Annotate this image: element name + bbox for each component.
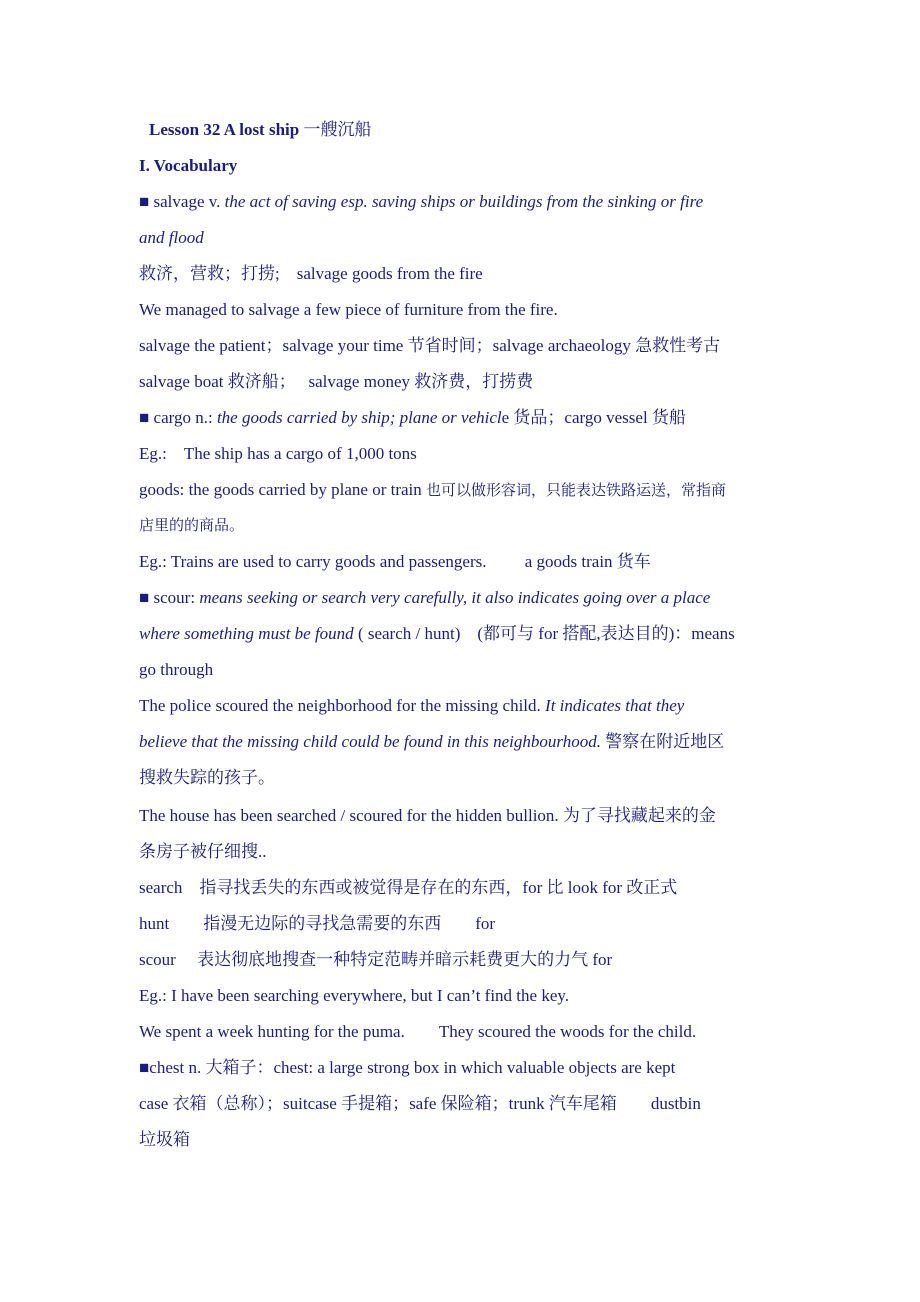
title-en: Lesson 32 A lost ship <box>149 120 300 139</box>
definition: the goods carried by ship; plane or vehicl <box>216 408 502 427</box>
text-line: salvage the patient；salvage your time 节省时间；salvage archaeology 急救性考古 <box>139 336 721 355</box>
term-cargo: ■ cargo n.: <box>139 408 217 427</box>
text-line <box>139 184 703 220</box>
definition: where something must be found <box>139 624 354 643</box>
explanation: believe that the missing child could be found in this neighbourhood. <box>139 732 601 751</box>
text-line <box>139 472 726 508</box>
term-goods: goods: the goods carried by plane or train <box>139 480 427 499</box>
example: The police scoured the neighborhood for the missing child. <box>139 696 546 715</box>
text-line: 垃圾箱 <box>139 1130 190 1149</box>
text-line: The house has been searched / scoured for the hidden bullion. 为了寻找藏起来的金 <box>139 806 716 825</box>
title-cn: 一艘沉船 <box>303 120 372 139</box>
text-line <box>139 616 735 652</box>
text-line: case 衣箱（总称）；suitcase 手提箱；safe 保险箱；trunk 汽车尾箱 dustbin <box>139 1094 701 1113</box>
text-line: We spent a week hunting for the puma. They scoured the woods for the child. <box>139 1022 697 1041</box>
section-heading: I. Vocabulary <box>139 156 238 175</box>
text-span: ( search / hunt) (都可与 for 搭配,表达目的)：means <box>353 624 735 643</box>
text-line: go through <box>139 660 214 679</box>
text-line: 店里的的商品。 <box>139 518 245 534</box>
text-line: Eg.: Trains are used to carry goods and passengers. a goods train 货车 <box>139 552 651 571</box>
text-line <box>139 724 724 760</box>
text-span: 也可以做形容词，只能表达铁路运送，常指商 <box>426 483 727 499</box>
text-line <box>139 688 684 724</box>
lesson-title <box>149 112 371 148</box>
text-line: search 指寻找丢失的东西或被觉得是存在的东西，for 比 look for 改正式 <box>139 878 678 897</box>
definition: means seeking or search very carefully, it also indicates going over a place <box>199 588 711 607</box>
term-salvage: ■ salvage v. <box>139 192 225 211</box>
text-line: 条房子被仔细搜.. <box>139 842 267 861</box>
text-line: hunt 指漫无边际的寻找急需要的东西 for <box>139 914 496 933</box>
text-line: and flood <box>139 228 204 247</box>
explanation: It indicates that they <box>545 696 685 715</box>
text-line: salvage boat 救济船； salvage money 救济费，打捞费 <box>139 372 534 391</box>
text-line <box>139 400 686 436</box>
text-line: Eg.: The ship has a cargo of 1,000 tons <box>139 444 417 463</box>
text-line: We managed to salvage a few piece of furniture from the fire. <box>139 300 558 319</box>
text-line: ■chest n. 大箱子：chest: a large strong box in which valuable objects are kept <box>139 1058 676 1077</box>
term-scour: ■ scour: <box>139 588 200 607</box>
text-span: 警察在附近地区 <box>600 732 725 751</box>
text-line: scour 表达彻底地搜查一种特定范畴并暗示耗费更大的力气 for <box>139 950 613 969</box>
text-line: Eg.: I have been searching everywhere, but I can’t find the key. <box>139 986 570 1005</box>
text-line <box>139 580 710 616</box>
text-span: e 货品；cargo vessel 货船 <box>501 408 686 427</box>
text-line: 救济，营救；打捞; salvage goods from the fire <box>139 264 483 283</box>
text-line: 搜救失踪的孩子。 <box>139 768 275 787</box>
definition: the act of saving esp. saving ships or buildings from the sinking or fire <box>224 192 704 211</box>
